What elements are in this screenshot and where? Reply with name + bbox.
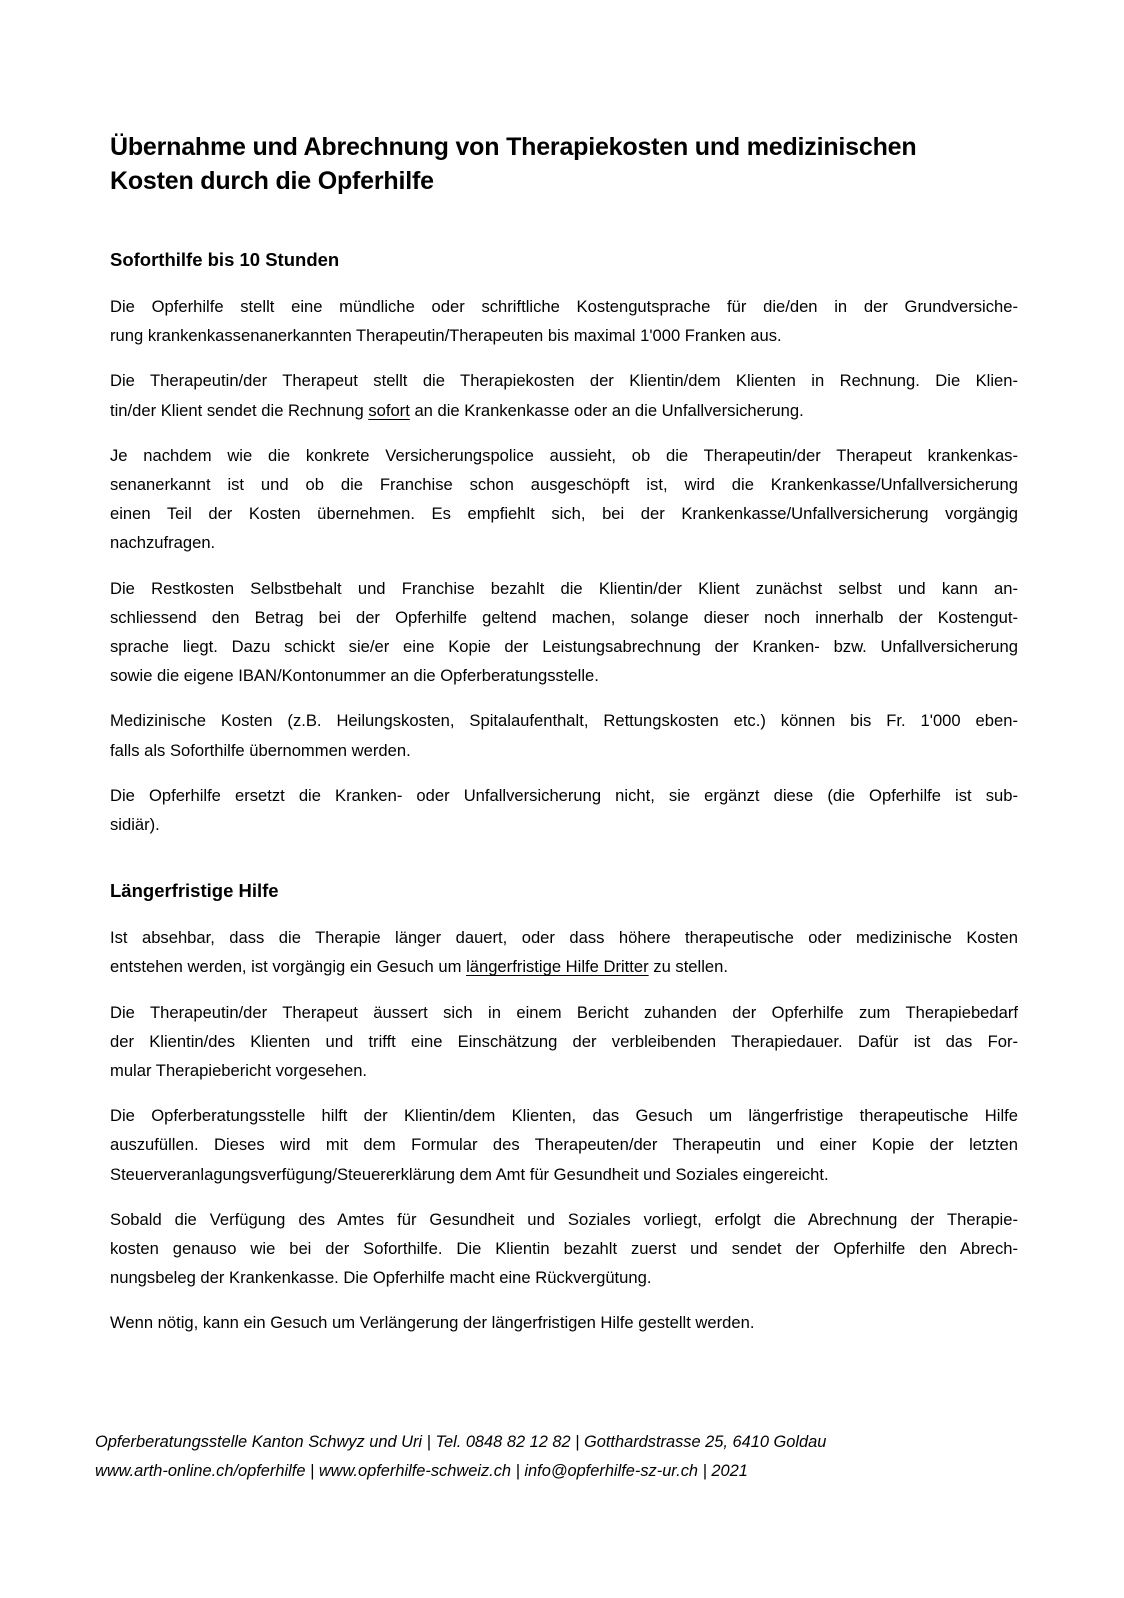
- text-fragment: tin/der Klient sendet die Rechnung: [110, 400, 369, 420]
- text-line: Wenn nötig, kann ein Gesuch um Verlängerung der längerfristigen Hilfe gestellt werden.: [110, 1313, 755, 1333]
- text-line: Die Opferhilfe stellt eine mündliche oder schriftliche Kostengutsprache für die/den in der Grundversiche-: [110, 297, 1018, 316]
- footer-web-line: www.arth-online.ch/opferhilfe | www.opferhilfe-schweiz.ch | info@opferhilfe-sz-ur.ch | 2021: [95, 1462, 748, 1480]
- paragraph: [110, 1308, 1018, 1337]
- title-line: Übernahme und Abrechnung von Therapiekosten und medizinischen: [110, 133, 917, 161]
- text-line: schliessend den Betrag bei der Opferhilfe geltend machen, solange dieser noch innerhalb der Kostengut-: [110, 607, 1018, 627]
- paragraph: [110, 1205, 1018, 1293]
- underlined-emphasis: längerfristige Hilfe Dritter: [466, 957, 649, 977]
- text-fragment: entstehen werden, ist vorgängig ein Gesuch um: [110, 957, 467, 977]
- text-line: Je nachdem wie die konkrete Versicherungspolice aussieht, ob die Therapeutin/der Therapeut krankenkas-: [110, 445, 1018, 465]
- paragraph: [110, 1101, 1018, 1189]
- text-line: Die Opferhilfe ersetzt die Kranken- oder Unfallversicherung nicht, sie ergänzt diese (die Opferhilfe ist sub-: [110, 785, 1018, 805]
- text-line: Sobald die Verfügung des Amtes für Gesundheit und Soziales vorliegt, erfolgt die Abrechnung der Therapie-: [110, 1209, 1018, 1229]
- text-line: der Klientin/des Klienten und trifft eine Einschätzung der verbleibenden Therapiedauer. Dafür ist das For-: [110, 1031, 1018, 1051]
- paragraph: [110, 706, 1018, 764]
- text-line: nachzufragen.: [110, 533, 216, 553]
- text-line: [110, 952, 1018, 981]
- section-soforthilfe: [110, 246, 1018, 839]
- text-line: Die Opferberatungsstelle hilft der Klientin/dem Klienten, das Gesuch um längerfristige therapeutische Hilfe: [110, 1106, 1018, 1126]
- text-line: sidiär).: [110, 815, 160, 835]
- text-line: [110, 396, 1018, 425]
- footer-contact-line: Opferberatungsstelle Kanton Schwyz und Uri | Tel. 0848 82 12 82 | Gotthardstrasse 25, 6410 Goldau: [95, 1433, 827, 1451]
- paragraph: [110, 923, 1018, 981]
- text-line: mular Therapiebericht vorgesehen.: [110, 1061, 368, 1081]
- text-line: rung krankenkassenanerkannten Therapeutin/Therapeuten bis maximal 1'000 Franken aus.: [110, 326, 782, 346]
- text-line: einen Teil der Kosten übernehmen. Es empfiehlt sich, bei der Krankenkasse/Unfallversicherung vorgängig: [110, 504, 1018, 524]
- paragraph: [110, 441, 1018, 558]
- text-line: Ist absehbar, dass die Therapie länger dauert, oder dass höhere therapeutische oder medizinische Kosten: [110, 928, 1018, 948]
- text-fragment: zu stellen.: [648, 957, 728, 977]
- section-laengerfristige-hilfe: [110, 877, 1018, 1337]
- text-line: kosten genauso wie bei der Soforthilfe. Die Klientin bezahlt zuerst und sendet der Opferhilfe den Abrech-: [110, 1239, 1018, 1259]
- paragraph: [110, 366, 1018, 424]
- document-body: [110, 246, 1018, 1338]
- document-title: [110, 130, 1010, 198]
- text-line: auszufüllen. Dieses wird mit dem Formular des Therapeuten/der Therapeutin und einer Kopie der letzten: [110, 1135, 1018, 1155]
- text-fragment: an die Krankenkasse oder an die Unfallversicherung.: [409, 400, 804, 420]
- text-line: Steuerveranlagungsverfügung/Steuererklärung dem Amt für Gesundheit und Soziales eingereicht.: [110, 1164, 829, 1184]
- text-line: senanerkannt ist und ob die Franchise schon ausgeschöpft ist, wird die Krankenkasse/Unfallversicherung: [110, 475, 1018, 495]
- section-heading: Längerfristige Hilfe: [110, 880, 279, 902]
- text-line: nungsbeleg der Krankenkasse. Die Opferhilfe macht eine Rückvergütung.: [110, 1268, 652, 1288]
- text-line: Die Restkosten Selbstbehalt und Franchise bezahlt die Klientin/der Klient zunächst selbst und kann an-: [110, 578, 1018, 598]
- paragraph: [110, 292, 1018, 350]
- paragraph: [110, 998, 1018, 1086]
- paragraph: [110, 781, 1018, 839]
- text-line: Medizinische Kosten (z.B. Heilungskosten, Spitalaufenthalt, Rettungskosten etc.) können bis Fr. 1'000 eben-: [110, 711, 1018, 731]
- paragraph: [110, 574, 1018, 691]
- text-line: Die Therapeutin/der Therapeut stellt die Therapiekosten der Klientin/dem Klienten in Rechnung. Die Klien-: [110, 371, 1018, 391]
- title-line: Kosten durch die Opferhilfe: [110, 167, 434, 195]
- text-line: falls als Soforthilfe übernommen werden.: [110, 740, 411, 760]
- text-line: Die Therapeutin/der Therapeut äussert sich in einem Bericht zuhanden der Opferhilfe zum Therapiebedarf: [110, 1002, 1018, 1022]
- document-footer: [95, 1428, 955, 1486]
- underlined-emphasis: sofort: [368, 400, 410, 420]
- section-heading: Soforthilfe bis 10 Stunden: [110, 249, 340, 270]
- text-line: sowie die eigene IBAN/Kontonummer an die Opferberatungsstelle.: [110, 666, 599, 686]
- text-line: sprache liegt. Dazu schickt sie/er eine Kopie der Leistungsabrechnung der Kranken- bzw. Unfallversicherung: [110, 637, 1018, 657]
